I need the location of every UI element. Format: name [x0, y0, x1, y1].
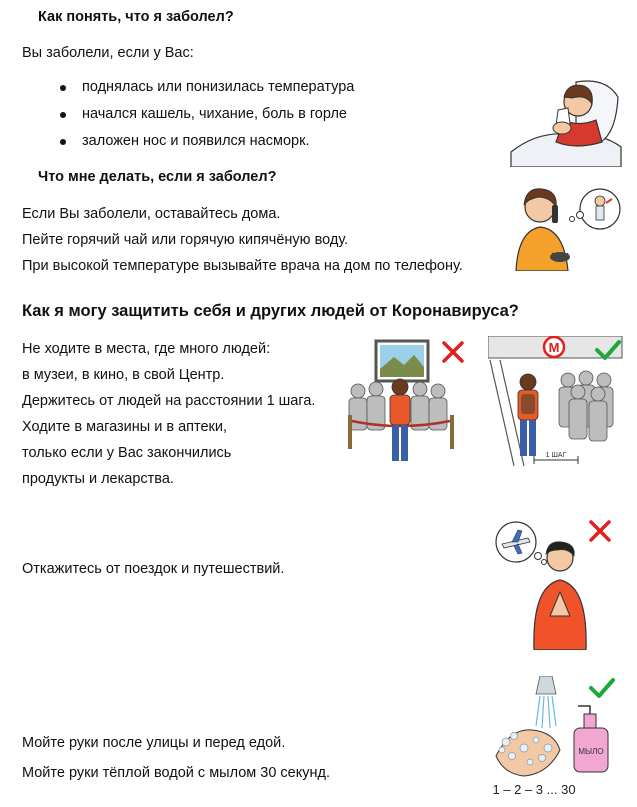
heading-how-to-protect: Как я могу защитить себя и других людей от Коронавируса? [22, 302, 519, 320]
phone-call-illustration [512, 183, 624, 271]
sick-person-illustration [506, 72, 624, 167]
metro-letter: М [548, 340, 560, 355]
advice-line: Если Вы заболели, оставайтесь дома. [22, 206, 281, 222]
protection-line: Ходите в магазины и в аптеки, [22, 419, 228, 435]
advice-line: При высокой температуре вызывайте врача на дом по телефону. [22, 258, 463, 274]
bullet-dot [60, 112, 66, 118]
check-icon [594, 338, 622, 362]
handwash-line: Мойте руки после улицы и перед едой. [22, 735, 286, 751]
protection-line: в музеи, в кино, в свой Центр. [22, 367, 225, 383]
no-travel-illustration [494, 520, 594, 650]
symptom-item: начался кашель, чихание, боль в горле [82, 106, 347, 122]
travel-advice: Откажитесь от поездок и путешествий. [22, 561, 285, 577]
intro-text: Вы заболели, если у Вас: [22, 45, 194, 61]
protection-line: продукты и лекарства. [22, 471, 174, 487]
heading-how-to-know-sick: Как понять, что я заболел? [38, 9, 234, 25]
soap-label: МЫЛО [578, 747, 604, 756]
check-icon [588, 676, 616, 700]
symptom-item: поднялась или понизилась температура [82, 79, 355, 95]
cross-icon [441, 340, 465, 364]
bullet-dot [60, 85, 66, 91]
symptom-item: заложен нос и появился насморк. [82, 133, 310, 149]
bullet-dot [60, 139, 66, 145]
wash-counter: 1 – 2 – 3 ... 30 [492, 782, 576, 797]
cross-icon [588, 519, 612, 543]
handwash-line: Мойте руки тёплой водой с мылом 30 секунд. [22, 765, 330, 781]
protection-line: Не ходите в места, где много людей: [22, 341, 271, 357]
protection-line: только если у Вас закончились [22, 445, 232, 461]
heading-what-to-do: Что мне делать, если я заболел? [38, 169, 277, 185]
step-label: 1 ШАГ [545, 452, 567, 459]
advice-line: Пейте горячий чай или горячую кипячёную воду. [22, 232, 349, 248]
protection-line: Держитесь от людей на расстоянии 1 шага. [22, 393, 316, 409]
